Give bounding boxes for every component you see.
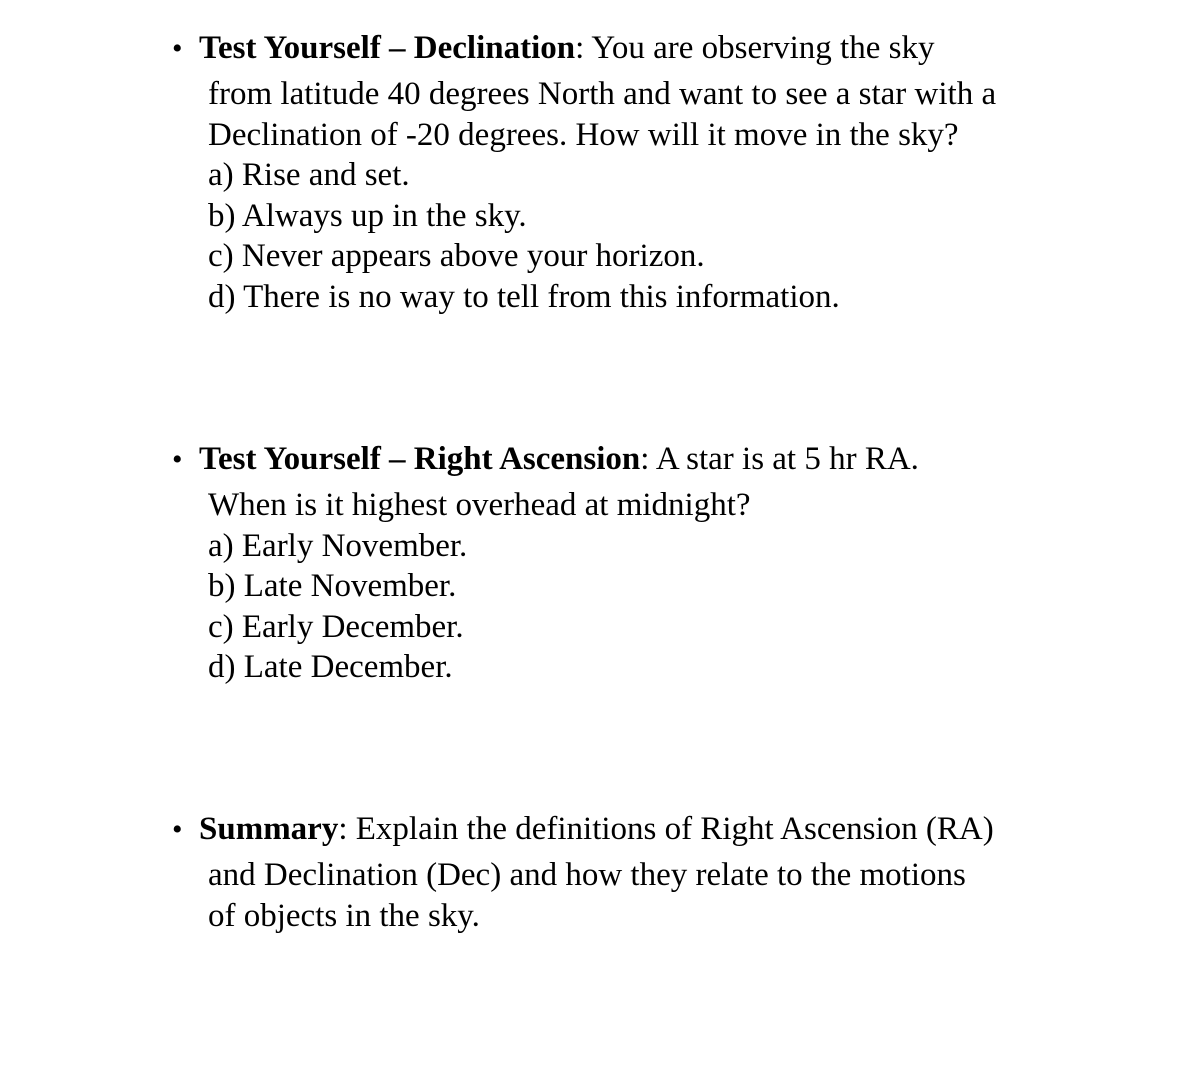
heading-separator: : xyxy=(338,811,348,847)
summary-text: Explain the definitions of Right Ascension (RA) xyxy=(347,811,994,847)
summary-first-line xyxy=(172,809,1072,850)
summary-heading: Summary xyxy=(199,811,339,847)
question-right-ascension xyxy=(172,439,1072,688)
bullet-point: • xyxy=(172,813,183,846)
question-heading: Test Yourself – Declination xyxy=(199,30,576,66)
question-first-line xyxy=(172,28,1072,69)
summary-item xyxy=(172,809,1072,936)
question-declination xyxy=(172,28,1072,317)
question-heading: Test Yourself – Right Ascension xyxy=(199,441,641,477)
answer-option-b: b) Always up in the sky. xyxy=(208,197,527,234)
heading-separator: : xyxy=(575,30,585,66)
answer-option-c: c) Early December. xyxy=(208,608,464,645)
question-text: A star is at 5 hr RA. xyxy=(649,441,919,477)
answer-option-c: c) Never appears above your horizon. xyxy=(208,238,705,274)
bullet-point: • xyxy=(172,32,183,65)
question-text: You are observing the sky xyxy=(584,30,935,66)
question-text-line: Declination of -20 degrees. How will it move in the sky? xyxy=(208,116,959,153)
answer-option-b: b) Late November. xyxy=(208,568,457,604)
bullet-point: • xyxy=(172,443,183,476)
question-first-line xyxy=(172,439,1072,480)
answer-option-a: a) Early November. xyxy=(208,527,468,564)
summary-text-line: and Declination (Dec) and how they relate to the motions xyxy=(208,857,966,893)
answer-option-d: d) There is no way to tell from this information. xyxy=(208,278,840,315)
question-text-line: from latitude 40 degrees North and want to see a star with a xyxy=(208,76,997,112)
summary-text-line: of objects in the sky. xyxy=(208,897,480,934)
answer-option-d: d) Late December. xyxy=(208,649,453,685)
question-text-line: When is it highest overhead at midnight? xyxy=(208,487,751,523)
answer-option-a: a) Rise and set. xyxy=(208,157,410,193)
heading-separator: : xyxy=(640,441,650,477)
